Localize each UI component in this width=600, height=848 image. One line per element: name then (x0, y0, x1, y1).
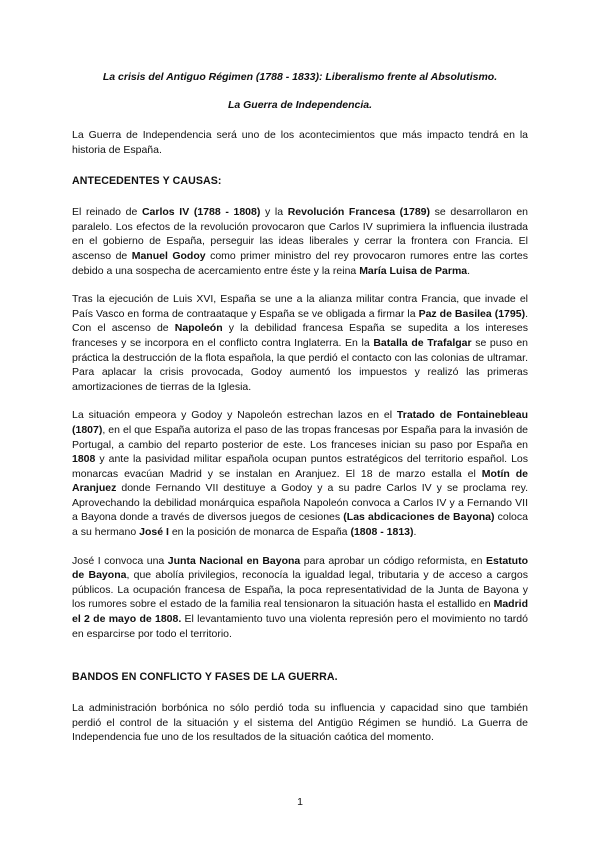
paragraph-luis-xvi: Tras la ejecución de Luis XVI, España se une a la alianza militar contra Francia, que invade el País Vasco en forma de contraataque y España se ve obligada a firmar la Paz de Basilea (1795). Con el ascenso de Napoleón y la debilidad francesa España se supedita a los intereses franceses y se incorpora en el conflicto contra Inglaterra. En la Batalla de Trafalgar se puso en práctica la destrucción de la flota española, la que perdió el contacto con las colonias de ultramar. Para aplacar la crisis provocada, Godoy aumentó los impuestos y realizó las primeras amortizaciones de tierras de la Iglesia. (72, 293, 528, 393)
document-title: La crisis del Antiguo Régimen (1788 - 1833): Liberalismo frente al Absolutismo. (102, 71, 498, 83)
paragraph-administracion: La administración borbónica no sólo perdió toda su influencia y capacidad sino que también perdió el control de la situación y el sistema del Antigüo Régimen se hundió. La Guerra de Independencia fue uno de los resultados de la situación caótica del momento. (72, 702, 528, 744)
paragraph-fontainebleau: La situación empeora y Godoy y Napoleón estrechan lazos en el Tratado de Fontainebleau (1807), en el que España autoriza el paso de las tropas francesas por España para la invasión de Portugal, a cambio del reparto posterior de este. Los franceses inician su paso por España en 1808 y ante la pasividad militar española ocupan puntos estratégicos del territorio español. Los monarcas evacúan Madrid y se instalan en Aranjuez. El 18 de marzo estalla el Motín de Aranjuez donde Fernando VII destituye a Godoy y a su padre Carlos IV y se proclama rey. Aprovechando la debilidad monárquica española Napoleón convoca a Carlos IV y a Fernando VII a Bayona donde a través de diversos juegos de cesiones (Las abdicaciones de Bayona) coloca a su hermano José I en la posición de monarca de España (1808 - 1813). (72, 409, 528, 539)
document-subtitle: La Guerra de Independencia. (227, 99, 373, 111)
intro-paragraph: La Guerra de Independencia será uno de los acontecimientos que más impacto tendrá en la historia de España. (72, 129, 528, 156)
page-number: 1 (297, 796, 303, 808)
document-body (72, 70, 528, 745)
paragraph-jose-i: José I convoca una Junta Nacional en Bayona para aprobar un código reformista, en Estatuto de Bayona, que abolía privilegios, reconocía la igualdad legal, tributaria y de acceso a cargos públicos. La ocupación francesa de España, la poca representatividad de la Junta de Bayona y los rumores sobre el estado de la familia real tensionaron la situación hasta el estallido en Madrid el 2 de mayo de 1808. El levantamiento tuvo una violenta represión pero el movimiento no tardó en esparcirse por todo el territorio. (72, 554, 528, 640)
section-heading-bandos: BANDOS EN CONFLICTO Y FASES DE LA GUERRA. (72, 671, 338, 684)
section-heading-antecedentes: ANTECEDENTES Y CAUSAS: (72, 175, 222, 188)
paragraph-reinado: El reinado de Carlos IV (1788 - 1808) y la Revolución Francesa (1789) se desarrollaron en paralelo. Los efectos de la revolución provocaron que Carlos IV suprimiera la influencia ilustrada en el gobierno de España, perseguir las ideas liberales y cerrar la frontera con Francia. El ascenso de Manuel Godoy como primer ministro del rey provocaron rumores entre las cortes debido a una sospecha de acercamiento entre éste y la reina María Luisa de Parma. (72, 206, 528, 277)
